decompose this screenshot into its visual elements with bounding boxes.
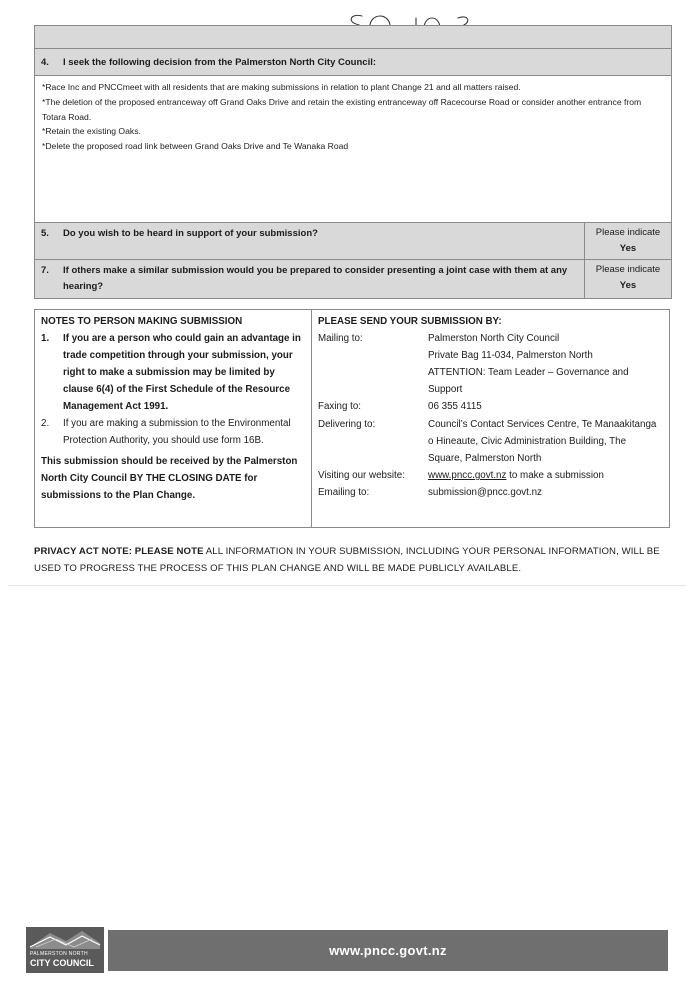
logo-line2: CITY COUNCIL [30,958,94,968]
fax-number: 06 355 4115 [428,401,482,412]
logo-line1: PALMERSTON NORTH [30,951,88,957]
email-label: Emailing to: [318,487,370,498]
send-row-faxing [318,398,663,415]
delivering-label: Delivering to: [318,419,376,430]
decision-line: *Race Inc and PNCCmeet with all residents that are making submissions in relation to plant Change 21 and all matters raised. [42,82,521,92]
send-heading: PLEASE SEND YOUR SUBMISSION BY: [318,316,502,327]
closing-date-note: This submission should be received by the Palmerston North City Council BY THE CLOSING DATE for submissions to the Plan Change. [41,456,298,501]
notes-and-send-box [34,309,670,528]
mailing-line: Palmerston North City Council [428,333,560,344]
email-address: submission@pncc.govt.nz [428,487,542,498]
note-number: 2. [41,418,50,429]
send-row-delivering [318,416,663,467]
notes-column [35,310,312,527]
answer-value: Yes [619,280,637,291]
website-label: Visiting our website: [318,470,405,481]
answer-joint-case [585,260,671,298]
decision-top-bar [35,26,671,49]
footer [26,927,668,973]
send-column [312,310,669,527]
question-text: If others make a similar submission would you be prepared to consider presenting a joint case with them at any hearing? [63,265,568,292]
privacy-note-heading: PRIVACY ACT NOTE: PLEASE NOTE [34,546,204,557]
note-text: If you are making a submission to the Environmental Protection Authority, you should use form 16B. [63,418,291,446]
mailing-line: Private Bag 11-034, Palmerston North [428,350,593,361]
footer-url[interactable]: www.pncc.govt.nz [329,943,447,958]
send-row-email [318,484,663,501]
question-number: 5. [41,228,49,239]
please-indicate-label: Please indicate [595,227,661,238]
decision-heading-text: I seek the following decision from the Palmerston North City Council: [63,57,377,68]
note-number: 1. [41,333,50,344]
privacy-note [34,543,670,577]
note-text: If you are a person who could gain an advantage in trade competition through your submission, your right to make a submission may be limited by clause 6(4) of the First Schedule of the Resource Management Act 1991. [63,333,301,412]
mailing-line: ATTENTION: Team Leader – Governance and Support [428,367,629,395]
website-suffix: to make a submission [506,470,604,481]
answer-heard [585,223,671,259]
decision-heading [35,49,671,76]
decision-number: 4. [41,57,49,68]
notes-heading: NOTES TO PERSON MAKING SUBMISSION [41,316,243,327]
decision-line: *Retain the existing Oaks. [42,126,141,137]
question-heard [35,223,585,259]
faxing-label: Faxing to: [318,401,362,412]
note-item [41,330,305,415]
mailing-address [428,330,663,398]
please-indicate-label: Please indicate [595,264,661,275]
question-number: 7. [41,265,49,276]
decision-body [35,76,671,222]
question-joint-case-row [35,259,671,298]
question-heard-row [35,222,671,259]
logo-icon [26,927,104,951]
question-text: Do you wish to be heard in support of your submission? [63,228,318,239]
note-item [41,415,305,449]
footer-url-bar [108,930,668,971]
mailing-label: Mailing to: [318,333,363,344]
page-divider [8,585,686,586]
send-row-mailing [318,330,663,398]
privacy-note-text: ALL INFORMATION IN YOUR SUBMISSION, INCLUDING YOUR PERSONAL INFORMATION, WILL BE USED TO PROGRESS THE PROCESS OF THIS PLAN CHANGE AND WILL BE MADE PUBLICLY AVAILABLE. [34,546,660,574]
council-logo [26,927,104,973]
delivering-address: Council’s Contact Services Centre, Te Manaakitanga o Hineaute, Civic Administration Building, The Square, Palmerston North [428,419,657,464]
website-link[interactable]: www.pncc.govt.nz [428,470,507,481]
website-value [428,467,663,484]
question-joint-case [35,260,585,298]
decision-line: *Delete the proposed road link between Grand Oaks Drive and Te Wanaka Road [42,141,349,152]
decision-line: *The deletion of the proposed entranceway off Grand Oaks Drive and retain the existing entranceway off Racecourse Road or consider another entrance from Totara Road. [42,96,642,122]
decision-section [34,25,672,299]
send-row-website [318,467,663,484]
answer-value: Yes [619,243,637,254]
